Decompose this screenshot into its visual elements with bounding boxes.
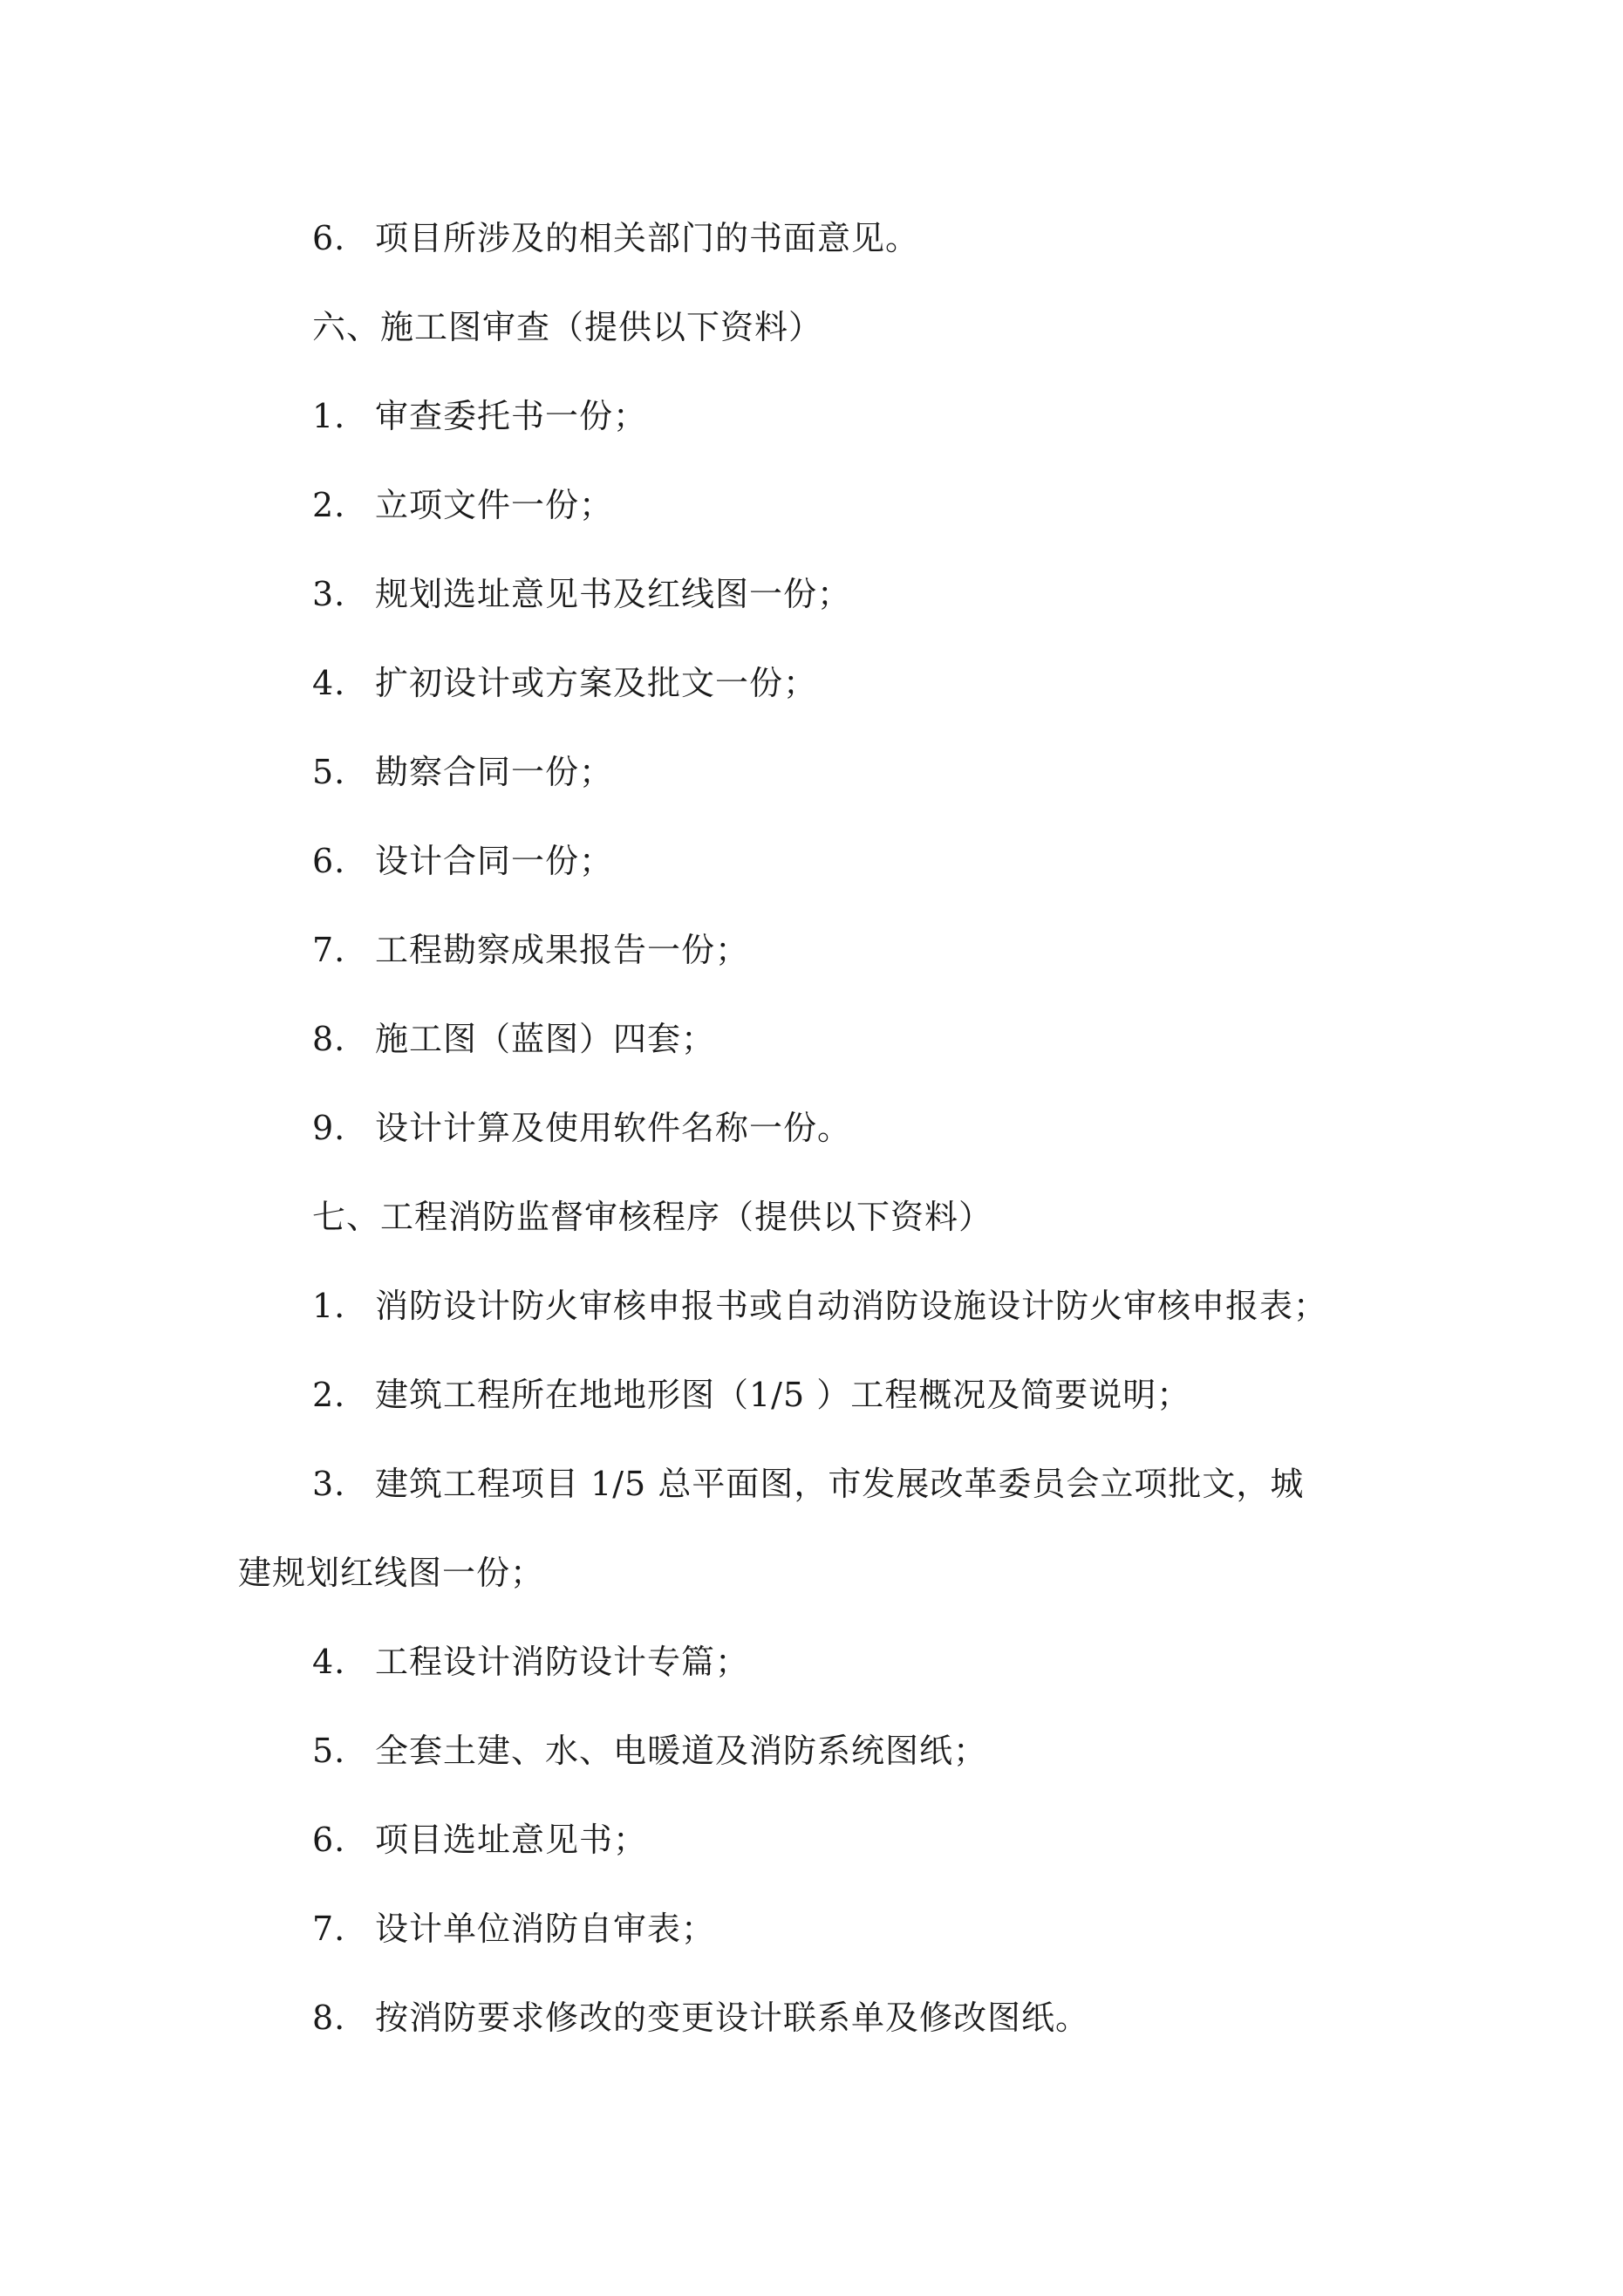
item-number: 6. [312, 842, 346, 880]
item-number: 5. [312, 1732, 346, 1770]
item-text: 设计合同一份； [375, 842, 614, 880]
item-number: 2. [312, 486, 346, 524]
item-text: 建筑工程项目 1/5 总平面图，市发展改革委员会立项批文，城 [375, 1465, 1305, 1503]
list-item [312, 394, 647, 438]
list-item [312, 483, 613, 527]
list-item [312, 216, 919, 260]
list-item [312, 1462, 1304, 1506]
item-number: 7. [312, 931, 346, 969]
item-text: 设计计算及使用软件名称一份。 [375, 1109, 852, 1147]
item-text: 项目选址意见书； [375, 1821, 648, 1859]
list-item [312, 572, 851, 616]
item-text: 立项文件一份； [375, 486, 614, 524]
item-number: 8. [312, 1999, 346, 2037]
item-number: 3. [312, 1465, 346, 1503]
list-item [312, 661, 817, 705]
item-number: 3. [312, 575, 346, 613]
section-heading [312, 1195, 992, 1239]
list-item [312, 839, 613, 883]
item-text: 勘察合同一份； [375, 753, 614, 791]
list-item [312, 750, 613, 794]
item-number: 2. [312, 1376, 346, 1414]
item-number: 4. [312, 1643, 346, 1681]
item-text: 工程勘察成果报告一份； [375, 931, 750, 969]
list-item [312, 1017, 715, 1061]
item-text: 规划选址意见书及红线图一份； [375, 575, 852, 613]
list-item-continuation [238, 1551, 544, 1595]
list-item [312, 1818, 647, 1862]
list-item [312, 1373, 1190, 1417]
item-text: 工程设计消防设计专篇； [375, 1643, 750, 1681]
item-number: 6. [312, 1821, 346, 1859]
list-item [312, 1907, 715, 1951]
list-item [312, 1640, 749, 1684]
item-text: 建筑工程所在地地形图（1/5 ）工程概况及简要说明； [375, 1376, 1191, 1414]
list-item [312, 1106, 851, 1150]
heading-text: 七、工程消防监督审核程序（提供以下资料） [312, 1198, 993, 1236]
item-text: 项目所涉及的相关部门的书面意见。 [375, 219, 920, 257]
item-number: 1. [312, 397, 346, 435]
item-text: 按消防要求修改的变更设计联系单及修改图纸。 [375, 1999, 1090, 2037]
item-text: 设计单位消防自审表； [375, 1910, 716, 1948]
item-text: 扩初设计或方案及批文一份； [375, 664, 818, 702]
item-text: 施工图（蓝图）四套； [375, 1020, 716, 1058]
list-item [312, 928, 749, 972]
item-number: 4. [312, 664, 346, 702]
list-item [312, 1996, 1089, 2040]
item-number: 7. [312, 1910, 346, 1948]
list-item [312, 1284, 1327, 1328]
item-number: 9. [312, 1109, 346, 1147]
item-number: 1. [312, 1287, 346, 1325]
heading-text: 六、施工图审查（提供以下资料） [312, 308, 823, 346]
item-number: 6. [312, 219, 346, 257]
list-item [312, 1729, 987, 1773]
item-number: 8. [312, 1020, 346, 1058]
item-text: 消防设计防火审核申报书或自动消防设施设计防火审核申报表； [375, 1287, 1328, 1325]
item-number: 5. [312, 753, 346, 791]
item-text: 审查委托书一份； [375, 397, 648, 435]
item-text: 建规划红线图一份； [238, 1554, 545, 1592]
section-heading [312, 305, 822, 349]
item-text: 全套土建、水、电暖道及消防系统图纸； [375, 1732, 988, 1770]
